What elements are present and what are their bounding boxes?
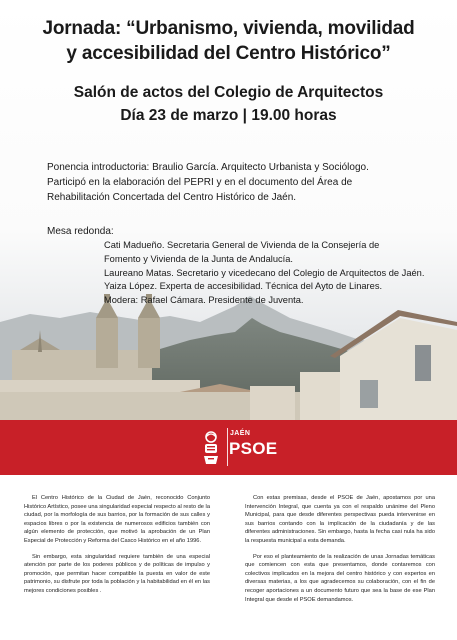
mesa-item: Yaiza López. Experta de accesibilidad. Técnica del Ayto de Linares. xyxy=(104,281,383,292)
title-line-2: y accesibilidad del Centro Histórico” xyxy=(66,43,391,64)
mesa-item: Cati Madueño. Secretaria General de Vivienda de la Consejería de xyxy=(104,240,380,250)
mesa-label: Mesa redonda: xyxy=(47,226,114,237)
ponencia-line-2: Participó en la elaboración del PEPRI y en el documento del Área de xyxy=(47,177,353,188)
mesa-list xyxy=(104,239,424,308)
body-paragraph: El Centro Histórico de la Ciudad de Jaén, reconocido Conjunto Histórico Artístico, posee una singularidad especial respecto al resto de la ciudad, por la morfología de sus barrios, por la formación de sus calles y espacios libres o por la existencia de numerosos edificios también con algún elemento de protección, que motivó la aprobación de un Plan Especial de Protección y Reforma del Casco Histórico en el año 1996. xyxy=(24,495,210,544)
body-column-left xyxy=(24,494,210,603)
logo-divider xyxy=(227,428,228,466)
venue: Salón de actos del Colegio de Arquitectos xyxy=(73,84,384,101)
header-titles xyxy=(0,18,457,126)
body-paragraph: Sin embargo, esta singularidad requiere también de una especial atención por parte de los poderes públicos y de políticas de impulso y promoción, que permitan hacer compatible la puesta en valor de este patrimonio, su disfrute por toda la población y la habitabilidad en él en las mejores condiciones posibles . xyxy=(24,553,210,594)
ponencia-block xyxy=(47,160,417,205)
rose-fist-icon xyxy=(200,428,222,468)
title-line-1: Jornada: “Urbanismo, vivienda, movilidad xyxy=(42,18,415,39)
body-column-right xyxy=(245,494,435,611)
body-paragraph: Por eso el planteamiento de la realización de unas Jornadas temáticas que comiencen con esta que presentamos, donde contaremos con colectivos implicados en la mejora del centro histórico y con expertos en diversas materias, a los que agradecemos su colaboración, con el fin de recoger aportaciones a un documento futuro que sea la base de ese Plan Integral que desde el PSOE demandamos. xyxy=(245,553,435,603)
mesa-item: Laureano Matas. Secretario y vicedecano del Colegio de Arquitectos de Jaén. xyxy=(104,267,425,278)
event-date: Día 23 de marzo | 19.00 horas xyxy=(120,107,337,124)
logo-region: JAÉN xyxy=(230,430,251,437)
mesa-item: Modera: Rafael Cámara. Presidente de Juventa. xyxy=(104,295,304,306)
ponencia-line-1: Ponencia introductoria: Braulio García. Arquitecto Urbanista y Sociólogo. xyxy=(47,162,369,173)
mesa-item: Fomento y Vivienda de la Junta de Andalucía. xyxy=(104,253,293,264)
ponencia-line-3: Rehabilitación Concertada del Centro Histórico de Jaén. xyxy=(47,192,297,203)
logo-party: PSOE xyxy=(229,439,278,458)
body-paragraph: Con estas premisas, desde el PSOE de Jaén, apostamos por una Intervención Integral, que cuenta ya con el respaldo unánime del Pleno Municipal, para que desde diferentes perspectivas pueda intervenirse en sus barrios contando con la implicación de la ciudadanía y de las diferentes administraciones. Sin embargo, hasta la fecha casi nula ha sido la respuesta municipal a esta demanda. xyxy=(245,495,435,544)
